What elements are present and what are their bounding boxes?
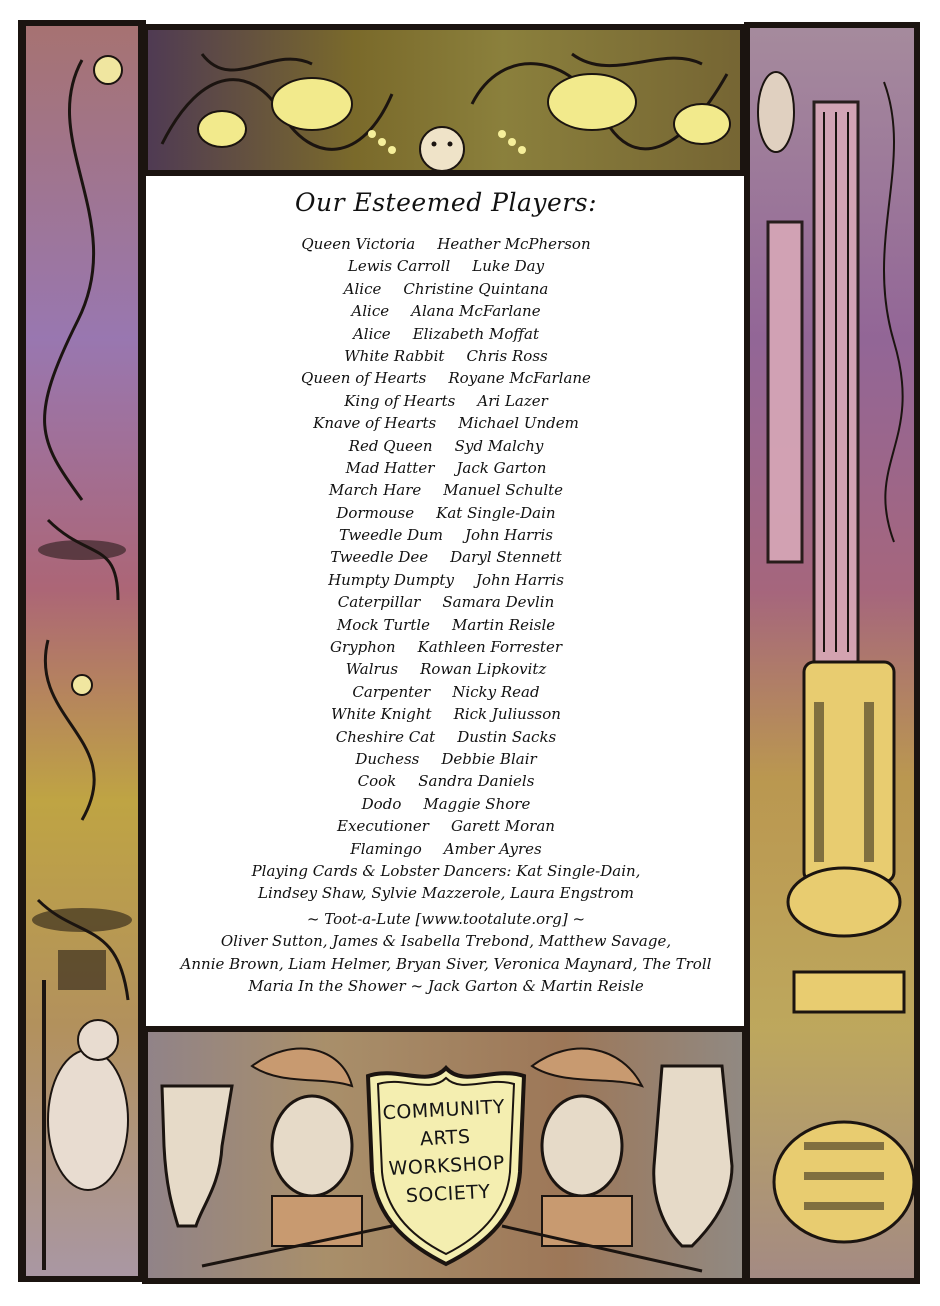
music-line-1: Oliver Sutton, James & Isabella Trebond, Matthew Savage, [220,932,672,951]
cast-row [148,255,744,277]
cast-actor: Royane McFarlane [448,369,591,388]
cast-panel [148,178,744,1024]
ensemble-line2: Lindsey Shaw, Sylvie Mazzerole, Laura Engstrom [258,884,634,903]
cast-actor: Amber Ayres [443,839,542,858]
society-shield [358,1062,534,1270]
cast-row [148,569,744,591]
cast-actor: Garett Moran [450,817,555,836]
cast-role: White Rabbit [344,346,445,365]
cast-actor: Chris Ross [466,346,548,365]
cast-actor: Samara Devlin [442,593,555,612]
cast-actor: Alana McFarlane [411,302,541,321]
cast-row [148,345,744,367]
shield-line-1: COMMUNITY [382,1095,506,1125]
cast-role: Alice [343,279,382,298]
cast-row [148,300,744,322]
top-ornament-border [142,24,746,176]
cast-row [148,636,744,658]
cast-actor: John Harris [465,526,554,545]
cast-actor: Martin Reisle [452,615,556,634]
cast-actor: Ari Lazer [477,391,548,410]
cast-role: Queen Victoria [301,235,416,253]
shield-line-4: SOCIETY [405,1180,492,1208]
cast-role: Lewis Carroll [347,257,451,276]
cast-role: Tweedle Dum [338,526,444,545]
cast-row [148,323,744,345]
cast-row [148,703,744,725]
cast-role: King of Hearts [344,391,456,410]
cast-role: Humpty Dumpty [328,570,454,589]
cast-actor: Heather McPherson [437,235,591,253]
cast-row [148,367,744,389]
cast-role: Caterpillar [337,593,421,612]
cast-row [148,233,744,255]
cast-row [148,838,744,860]
cast-role: Knave of Hearts [313,414,437,433]
cast-row [148,770,744,792]
music-line-3: Maria In the Shower ~ Jack Garton & Martin Reisle [248,977,644,996]
shield-line-3: WORKSHOP [388,1151,506,1181]
cast-row [148,502,744,524]
right-ornament-border [744,22,920,1284]
cast-role: Dodo [361,794,402,813]
cast-role: March Hare [328,481,422,500]
cast-actor: Nicky Read [452,682,540,701]
cast-row [148,793,744,815]
cast-actor: Michael Undem [458,414,579,433]
music-heading: ~ Toot-a-Lute [www.tootalute.org] ~ [306,910,586,928]
cast-role: Cook [357,772,397,791]
cast-actor: Luke Day [472,257,545,276]
cast-role: Gryphon [329,638,396,657]
cast-row [148,658,744,680]
cast-row [148,457,744,479]
music-line-2: Annie Brown, Liam Helmer, Bryan Siver, Veronica Maynard, The Troll [180,954,712,973]
cast-actor: Sandra Daniels [418,772,535,791]
cast-row [148,681,744,703]
cast-role: Carpenter [352,682,431,701]
cast-role: White Knight [331,705,432,724]
cast-actor: Rowan Lipkovitz [420,660,547,679]
cast-list [148,233,744,905]
cast-row [148,726,744,748]
cast-role: Alice [352,324,391,343]
shield-line-2: ARTS [419,1125,472,1151]
cast-actor: Manuel Schulte [443,481,564,500]
cast-actor: Daryl Stennett [450,548,562,567]
left-ornament-border [18,20,146,1282]
cast-role: Duchess [355,749,420,768]
cast-role: Cheshire Cat [335,727,436,746]
cast-role: Walrus [345,660,399,679]
ensemble-line1: Playing Cards & Lobster Dancers: Kat Single-Dain, [251,861,641,880]
cast-role: Red Queen [348,436,433,455]
cast-actor: Maggie Shore [423,794,531,813]
cast-actor: Kat Single-Dain [436,503,556,522]
cast-role: Mad Hatter [345,458,435,477]
cast-row [148,479,744,501]
cast-actor: Dustin Sacks [457,727,557,746]
cast-actor: Christine Quintana [403,279,549,298]
cast-row [148,614,744,636]
cast-role: Executioner [337,817,429,836]
music-credits [118,908,774,998]
cast-row [148,435,744,457]
page-title: Our Esteemed Players: [294,188,597,217]
cast-role: Flamingo [350,839,422,858]
cast-role: Alice [351,302,390,321]
cast-row [148,591,744,613]
cast-role: Tweedle Dee [330,548,429,567]
cast-actor: John Harris [475,570,564,589]
cast-role: Mock Turtle [336,615,431,634]
cast-row [148,278,744,300]
cast-row [148,748,744,770]
cast-row [148,524,744,546]
cast-actor: Elizabeth Moffat [412,324,540,343]
cast-actor: Rick Juliusson [453,705,561,724]
cast-row [148,815,744,837]
cast-actor: Debbie Blair [441,749,537,768]
cast-actor: Kathleen Forrester [417,638,563,657]
cast-row [148,412,744,434]
cast-row [148,390,744,412]
cast-role: Queen of Hearts [301,369,427,388]
cast-role: Dormouse [336,503,415,522]
cast-actor: Syd Malchy [454,436,544,455]
cast-row [148,546,744,568]
cast-actor: Jack Garton [456,458,547,477]
